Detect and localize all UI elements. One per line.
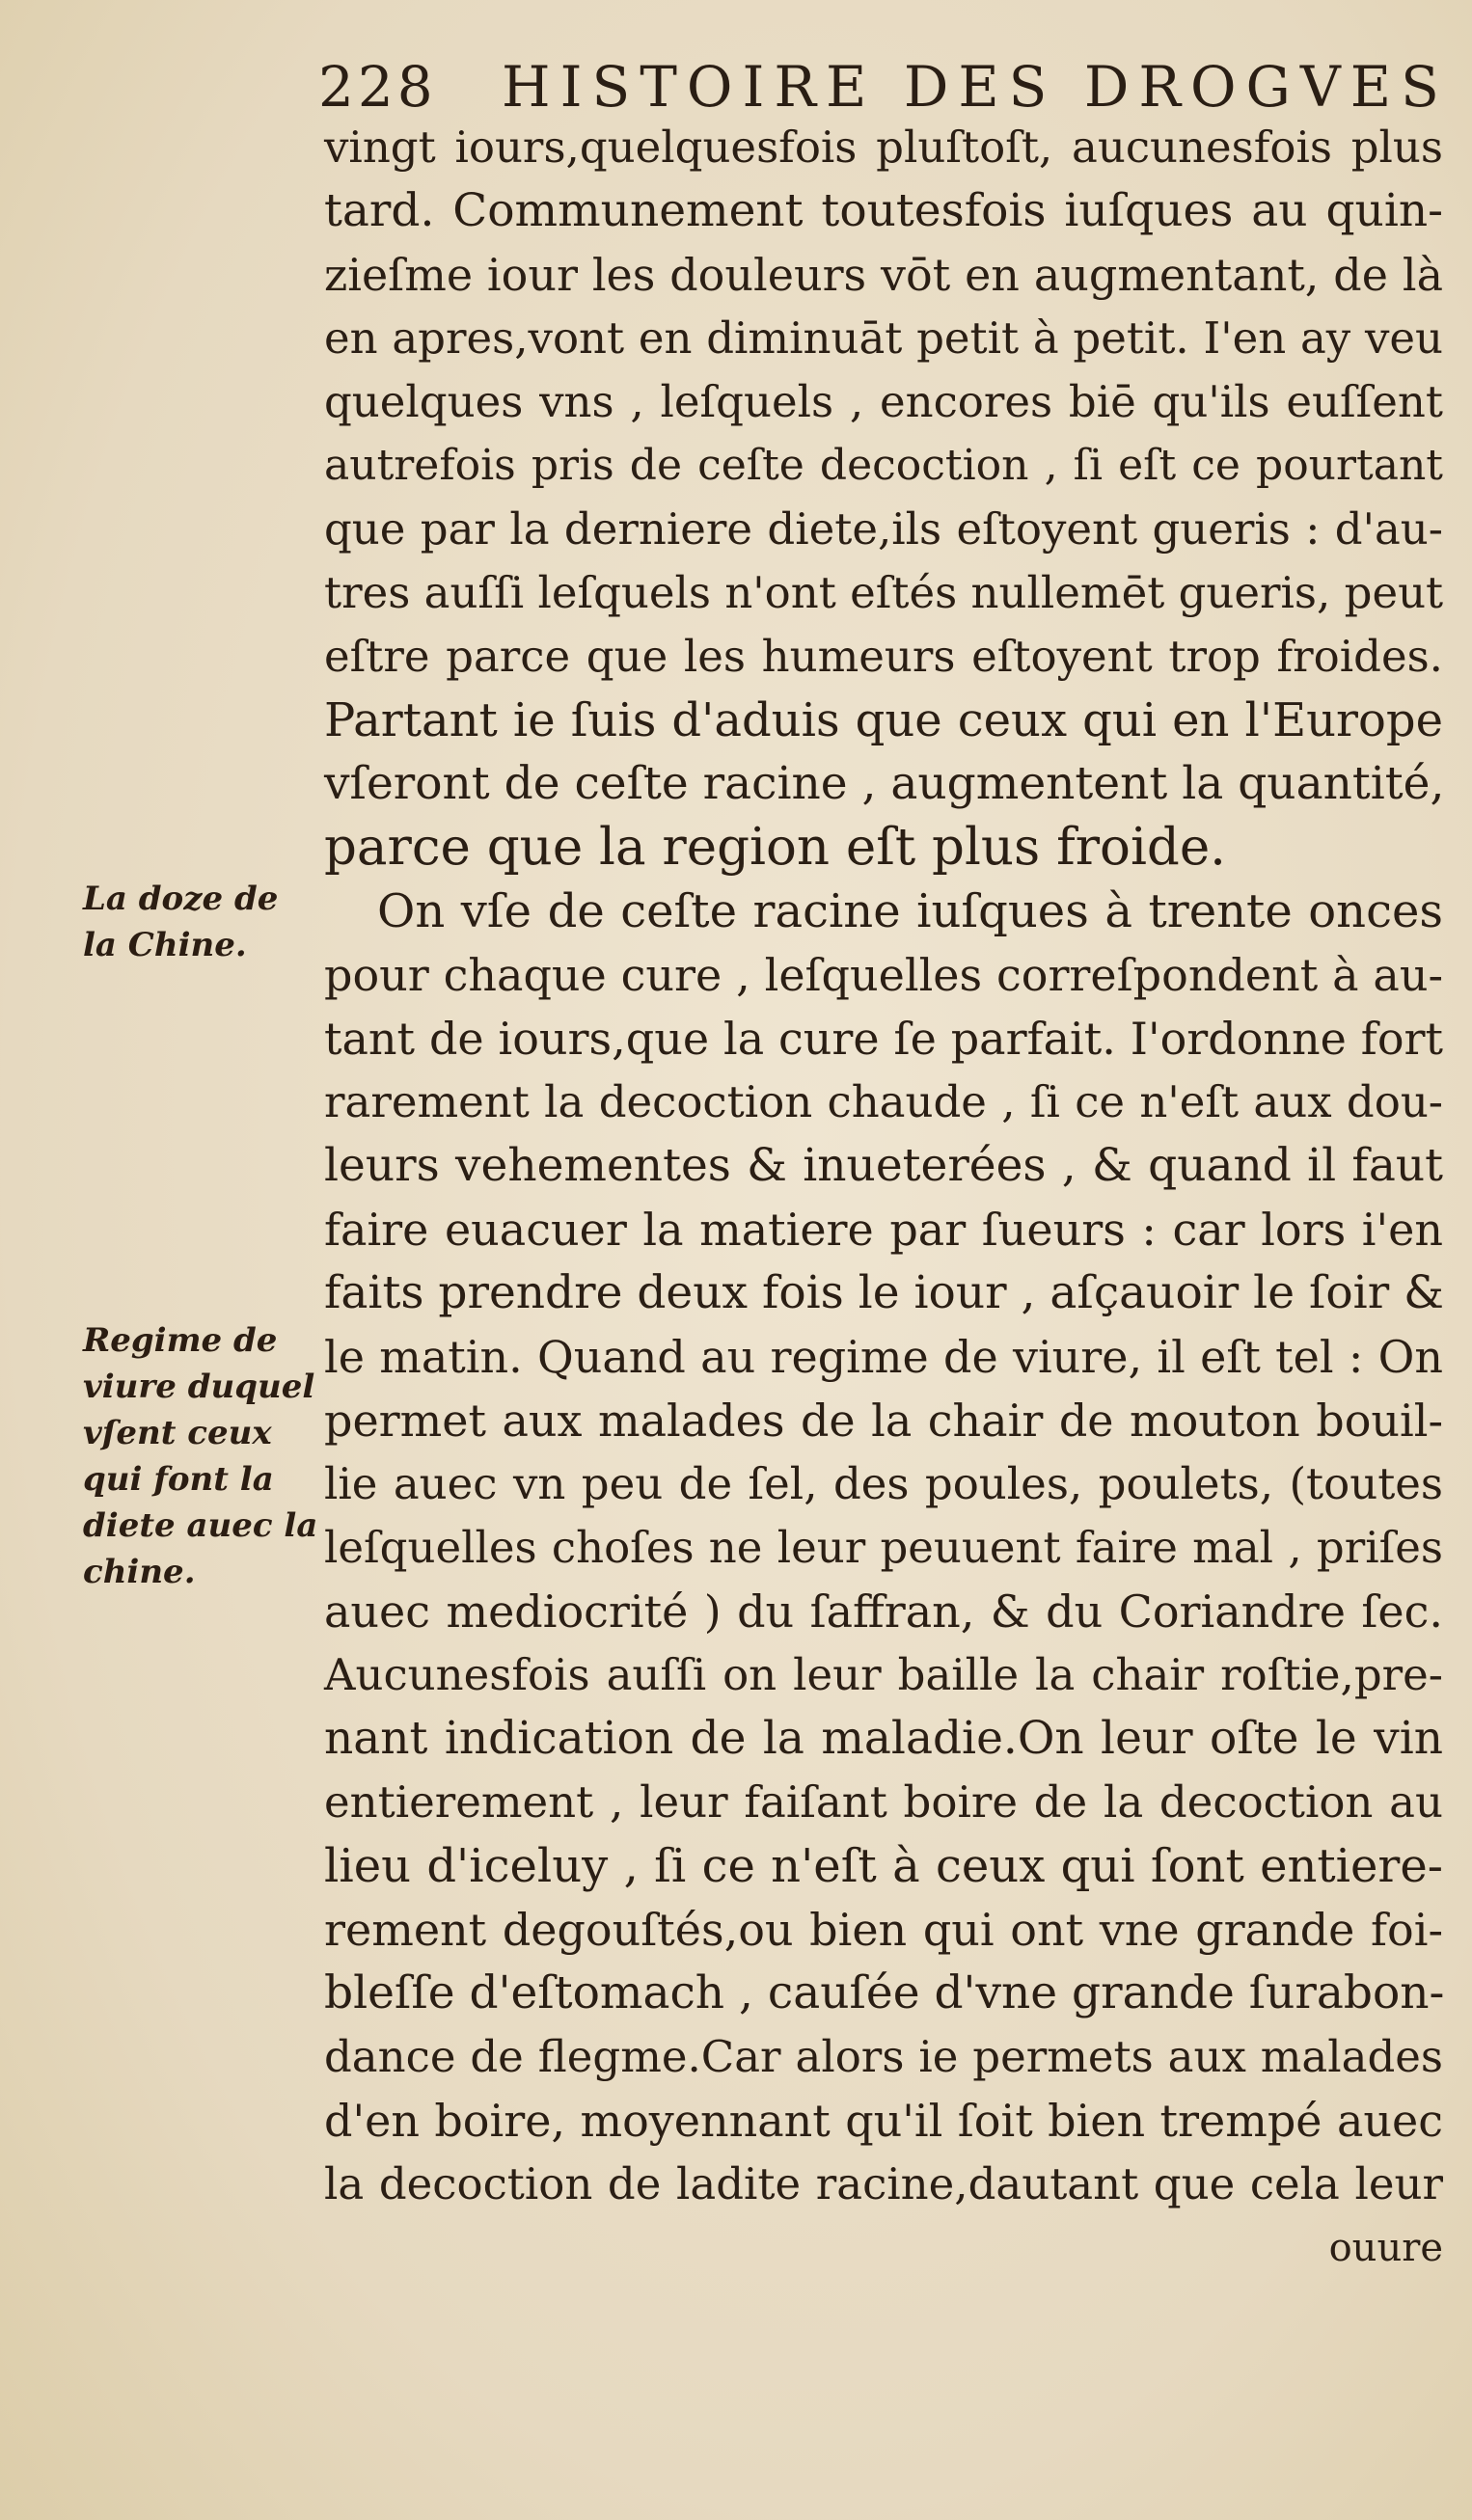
text-line: pour chaque cure , leſquelles correſpondent à au- [324, 949, 1443, 1001]
text-line: faits prendre deux fois le iour , aſçauoir le ſoir & [324, 1266, 1444, 1319]
text-line: nant indication de la maladie.On leur oſte le vin [324, 1712, 1443, 1765]
text-line: la decoction de ladite racine,dautant que cela leur [324, 2158, 1443, 2209]
text-line: le matin. Quand au regime de viure, il eſt tel : On [324, 1331, 1443, 1383]
text-line: d'en boire, moyennant qu'il ſoit bien trempé auec [324, 2095, 1443, 2147]
text-line: tres auſſi leſquels n'ont eſtés nullemēt gueris, peut [324, 567, 1444, 618]
margin-note-line: diete auec la [83, 1506, 318, 1545]
text-line: tant de iours,que la cure ſe parfait. I'ordonne fort [324, 1013, 1443, 1065]
page-number: 228 [318, 54, 437, 120]
running-title: HISTOIRE DES DROGVES [502, 54, 1449, 120]
text-line: autrefois pris de ceſte decoction , ſi eſt ce pourtant [324, 441, 1443, 490]
margin-note-line: vſent ceux [83, 1414, 272, 1452]
text-line: rarement la decoction chaude , ſi ce n'eſt aux dou- [324, 1076, 1443, 1127]
text-line: lie auec vn peu de ſel, des poules, poulets, (toutes [324, 1458, 1443, 1509]
text-line: permet aux malades de la chair de mouton bouil- [324, 1395, 1443, 1447]
margin-note-line: La doze de [83, 880, 279, 918]
margin-note-line: qui font la [83, 1460, 274, 1499]
text-line: vingt iours,quelquesfois pluſtoſt, aucunesfois plus [324, 122, 1443, 173]
catchword: ouure [1328, 2226, 1443, 2270]
margin-note-line: viure duquel [83, 1368, 315, 1406]
text-line: eſtre parce que les humeurs eſtoyent trop froides. [324, 631, 1443, 682]
margin-note-line: Regime de [83, 1321, 278, 1360]
margin-note-line: chine. [83, 1553, 196, 1591]
text-line: auec mediocrité ) du ſaffran, & du Coriandre ſec. [324, 1585, 1443, 1638]
text-line: leſquelles choſes ne leur peuuent faire mal , priſes [324, 1522, 1443, 1573]
text-line: leurs vehementes & inueterées , & quand il faut [324, 1139, 1443, 1192]
text-line: entierement , leur faiſant boire de la decoction au [324, 1776, 1443, 1828]
text-line: dance de flegme.Car alors ie permets aux malades [324, 2031, 1443, 2082]
text-line: vſeront de ceſte racine , augmentent la quantité, [324, 757, 1445, 810]
text-line: quelques vns , leſquels , encores biē qu'ils euſſent [324, 376, 1443, 427]
text-line: rement degouſtés,ou bien qui ont vne grande foi- [324, 1904, 1443, 1956]
text-line: tard. Communement toutesfois iuſques au quin- [324, 184, 1443, 237]
text-line: Aucunesfois auſſi on leur baille la chair roſtie,pre- [324, 1649, 1443, 1700]
margin-note-dose [83, 876, 314, 968]
margin-note-line: la Chine. [83, 926, 247, 964]
text-line: parce que la region eſt plus froide. [324, 818, 1227, 877]
text-line: zieſme iour les douleurs vōt en augmentant, de là [324, 249, 1443, 301]
text-line: que par la derniere diete,ils eſtoyent gueris : d'au- [324, 503, 1443, 555]
text-line: lieu d'iceluy , ſi ce n'eſt à ceux qui ſont entiere- [324, 1839, 1443, 1893]
text-line: faire euacuer la matiere par ſueurs : car lors i'en [324, 1204, 1443, 1256]
text-line: Partant ie ſuis d'aduis que ceux qui en l'Europe [324, 693, 1443, 747]
text-line: en apres,vont en diminuāt petit à petit. I'en ay veu [324, 312, 1443, 364]
margin-note-regime [83, 1317, 318, 1595]
text-line: bleſſe d'eſtomach , cauſée d'vne grande ſurabon- [324, 1966, 1445, 2019]
text-line-paragraph-start: On vſe de ceſte racine iuſques à trente onces [377, 884, 1443, 938]
